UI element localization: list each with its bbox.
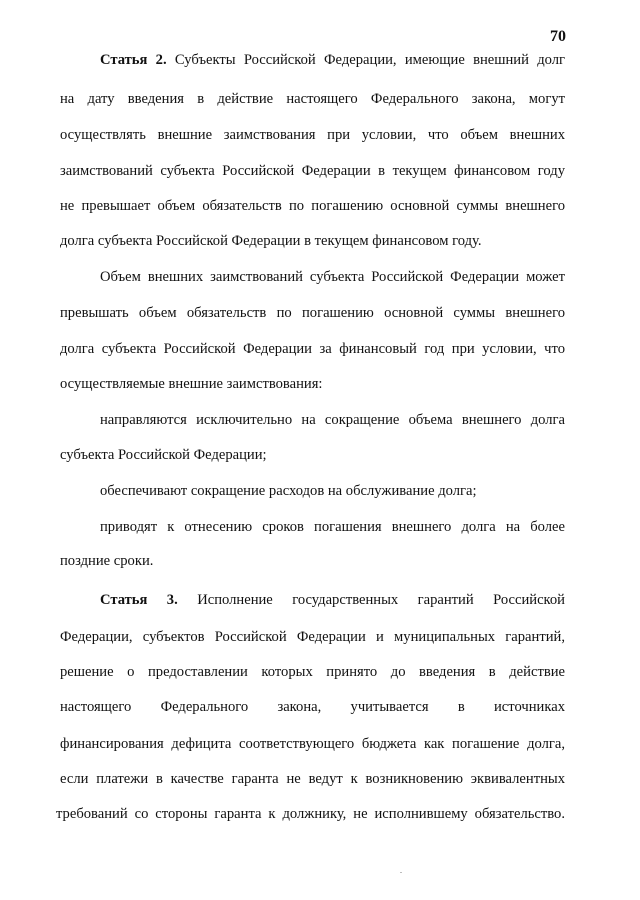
article-3-line: требований со стороны гаранта к должнику, не исполнившему обязательство. [56, 806, 565, 822]
page-number: 70 [550, 28, 566, 45]
article-3-line: Федерации, субъектов Российской Федерации и муниципальных гарантий, [60, 629, 565, 645]
list-item-line: обеспечивают сокращение расходов на обслуживание долга; [100, 483, 477, 499]
article-2-line: осуществлять внешние заимствования при условии, что объем внешних [60, 127, 565, 143]
paragraph-line: превышать объем обязательств по погашению основной суммы внешнего [60, 305, 565, 321]
article-3-line: Исполнение государственных гарантий Российской [197, 592, 565, 608]
list-item-line: приводят к отнесению сроков погашения внешнего долга на более [100, 519, 565, 535]
scan-speck [400, 872, 402, 873]
list-item-line: поздние сроки. [60, 553, 154, 569]
article-2-line: Субъекты Российской Федерации, имеющие внешний долг [174, 52, 565, 68]
article-3-line: если платежи в качестве гаранта не ведут к возникновению эквивалентных [60, 771, 565, 787]
article-2-heading: Статья 2. [100, 52, 167, 68]
article-3-line: настоящего Федерального закона, учитывается в источниках [60, 699, 565, 715]
paragraph-line: Объем внешних заимствований субъекта Российской Федерации может [100, 269, 565, 285]
article-2-line: долга субъекта Российской Федерации в текущем финансовом году. [60, 233, 482, 249]
article-3-line: финансирования дефицита соответствующего бюджета как погашение долга, [60, 736, 565, 752]
article-2-line: на дату введения в действие настоящего Федерального закона, могут [60, 91, 565, 107]
list-item-line: направляются исключительно на сокращение объема внешнего долга [100, 412, 565, 428]
article-2-line: не превышает объем обязательств по погашению основной суммы внешнего [60, 198, 565, 214]
article-3-first-line [100, 591, 565, 609]
list-item-line: субъекта Российской Федерации; [60, 447, 267, 463]
paragraph-line: осуществляемые внешние заимствования: [60, 376, 323, 392]
article-2-first-line [100, 51, 565, 69]
article-3-line: решение о предоставлении которых принято до введения в действие [60, 664, 565, 680]
article-2-line: заимствований субъекта Российской Федерации в текущем финансовом году [60, 163, 565, 179]
paragraph-line: долга субъекта Российской Федерации за финансовый год при условии, что [60, 341, 565, 357]
article-3-heading: Статья 3. [100, 592, 178, 608]
